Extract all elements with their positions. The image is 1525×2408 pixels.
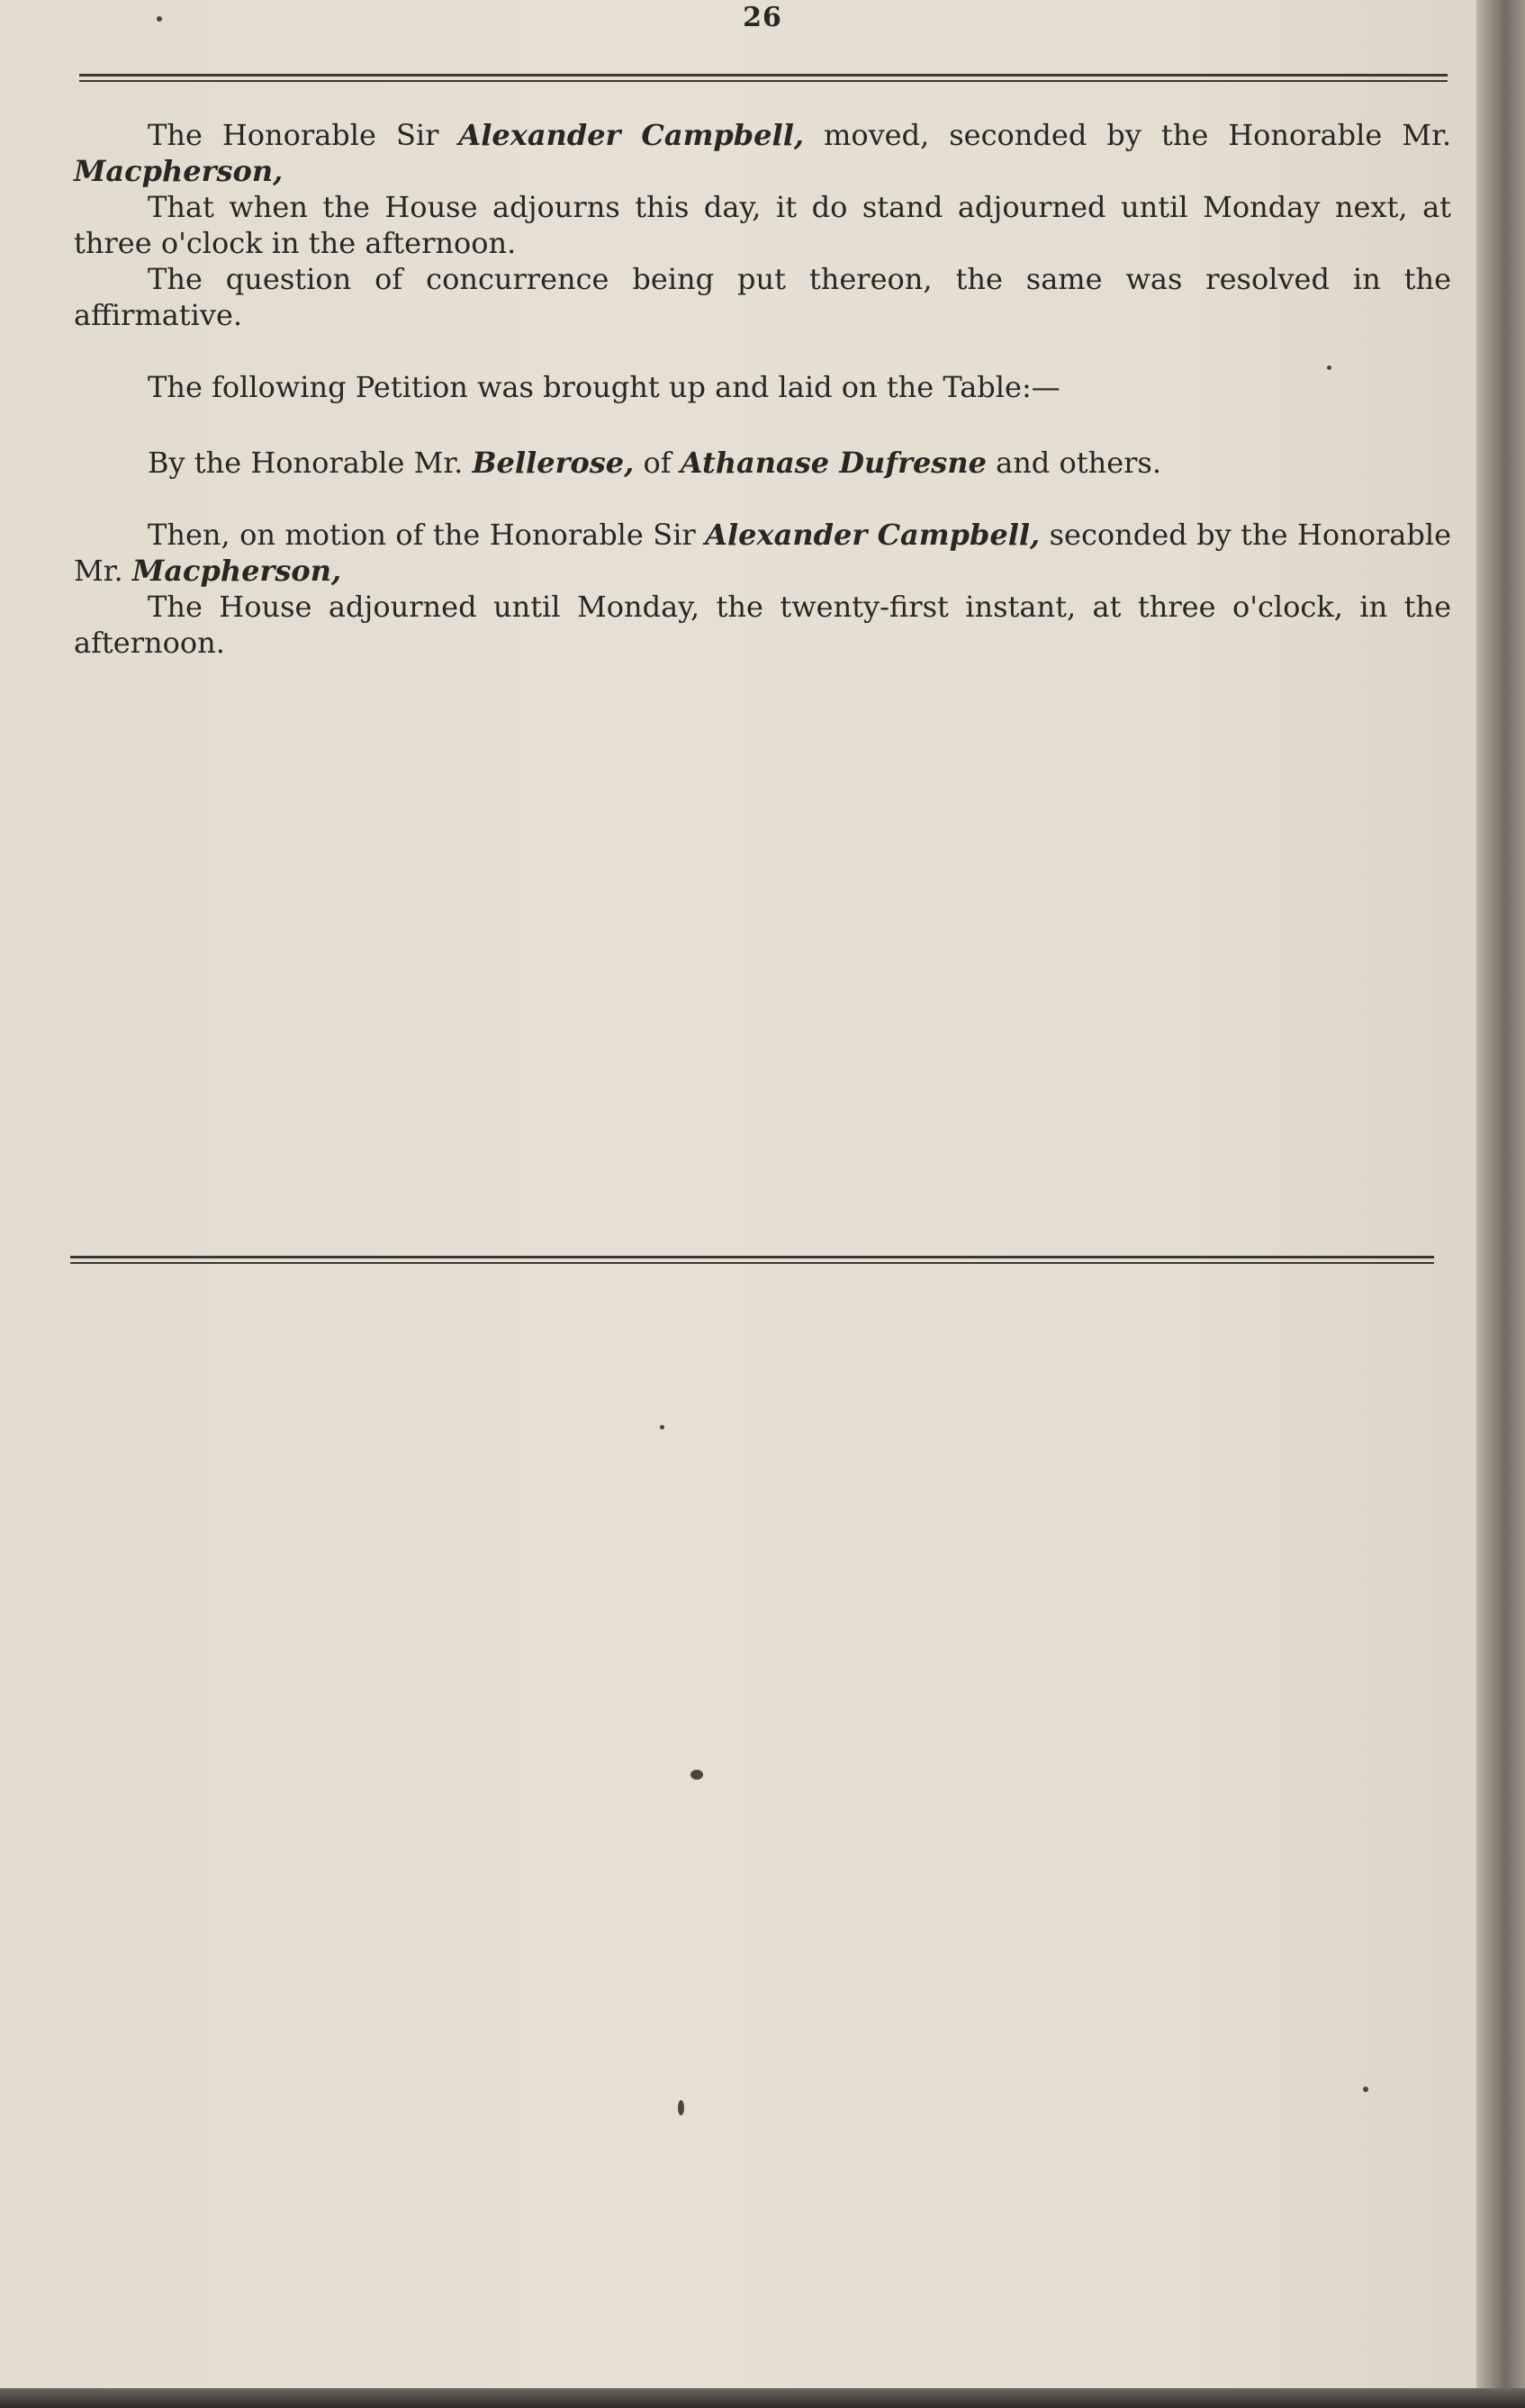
petition-text-2: of xyxy=(634,446,681,480)
adjourn-motion-text: Then, on motion of the Honorable Sir xyxy=(148,518,706,552)
page-number: 26 xyxy=(743,2,782,33)
paper-speck xyxy=(1327,365,1331,370)
petitioner-name: Athanase Dufresne xyxy=(680,446,987,480)
paper-speck xyxy=(678,2100,684,2115)
top-rule xyxy=(79,74,1448,82)
document-body xyxy=(74,117,1451,661)
motion-paragraph xyxy=(74,117,1451,189)
motion-text: The Honorable Sir xyxy=(148,118,459,152)
paper-speck xyxy=(660,1425,664,1429)
petition-entry xyxy=(74,445,1451,481)
adjourn-seconder-name: Macpherson, xyxy=(131,554,342,588)
adjourn-motion-paragraph xyxy=(74,517,1451,589)
petition-presenter: Bellerose, xyxy=(472,446,635,480)
adjournment-paragraph: The House adjourned until Monday, the twenty-first instant, at three o'clock, in the afternoon. xyxy=(74,590,1451,660)
paper-speck xyxy=(1363,2087,1368,2092)
seconder-name: Macpherson, xyxy=(74,154,284,188)
page-bottom-edge xyxy=(0,2388,1525,2408)
bottom-rule xyxy=(70,1256,1434,1264)
adjourn-mover-name: Alexander Campbell, xyxy=(705,518,1041,552)
petition-text: By the Honorable Mr. xyxy=(148,446,473,480)
paper-speck xyxy=(690,1770,703,1780)
motion-text-2: moved, seconded by the Honorable Mr. xyxy=(804,118,1452,152)
book-binding-gutter xyxy=(1476,0,1525,2408)
mover-name: Alexander Campbell, xyxy=(458,118,804,152)
adjournment-resolution: That when the House adjourns this day, it do stand adjourned until Monday next, at three o'clock in the afternoon. xyxy=(74,190,1451,260)
petition-text-3: and others. xyxy=(986,446,1162,480)
concurrence-paragraph: The question of concurrence being put thereon, the same was resolved in the affirmative. xyxy=(74,262,1451,332)
adjourn-motion-text-2: seconded by the Honorable Mr. xyxy=(74,518,1452,588)
paper-speck xyxy=(157,16,162,22)
petition-heading: The following Petition was brought up and laid on the Table:— xyxy=(148,370,1060,404)
